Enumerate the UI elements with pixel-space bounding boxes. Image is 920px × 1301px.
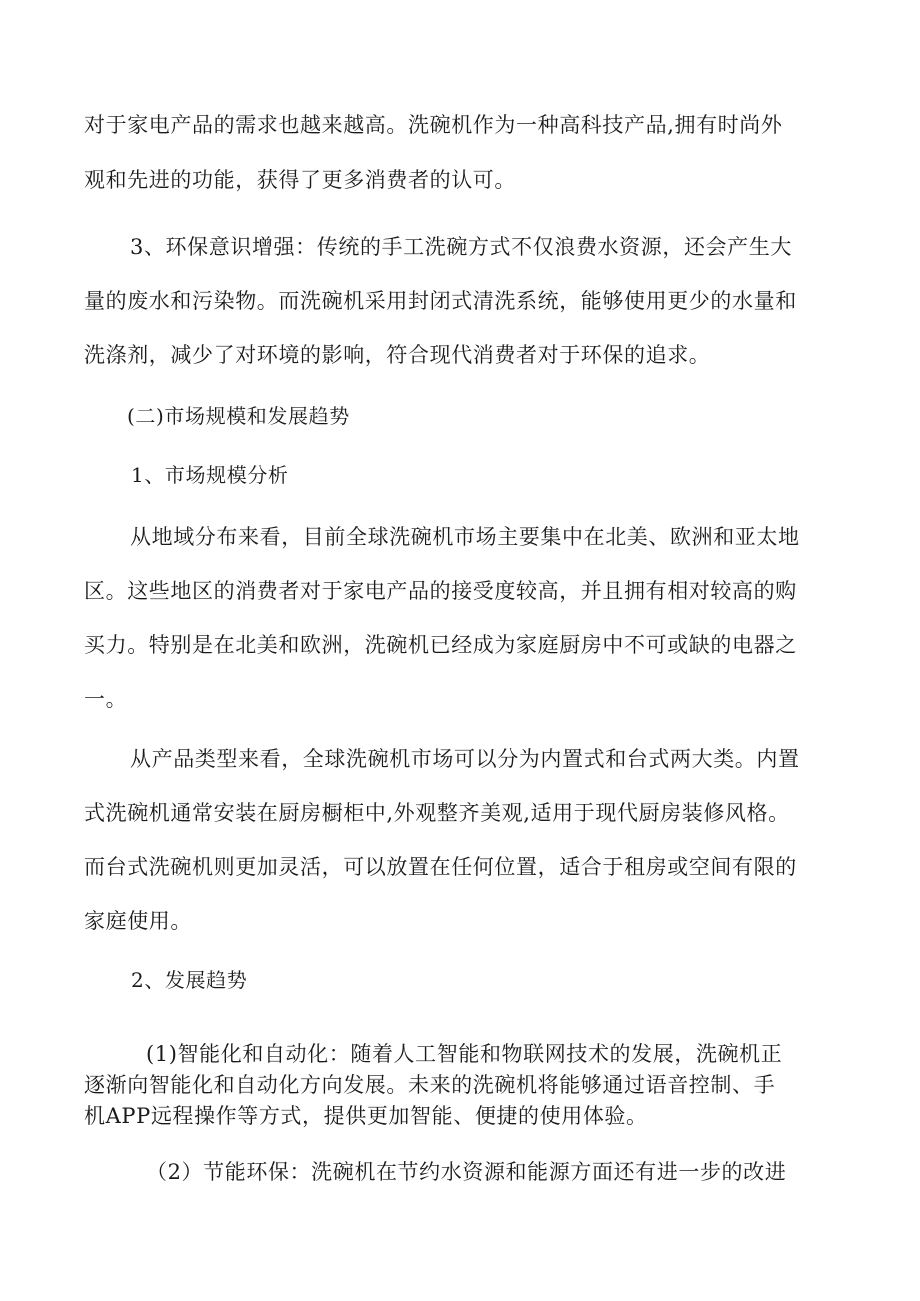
paragraph-line: 从地域分布来看，目前全球洗碗机市场主要集中在北美、欧洲和亚太地 [130,525,800,549]
paragraph-line: 从产品类型来看，全球洗碗机市场可以分为内置式和台式两大类。内置 [130,747,800,771]
paragraph-line: 洗涤剂，减少了对环境的影响，符合现代消费者对于环保的追求。 [84,343,711,367]
paragraph-line: 观和先进的功能，获得了更多消费者的认可。 [84,168,516,192]
paragraph-line: （2）节能环保：洗碗机在节约水资源和能源方面还有进一步的改进 [146,1160,787,1184]
paragraph-line: 而台式洗碗机则更加灵活，可以放置在任何位置，适合于租房或空间有限的 [84,855,797,879]
subsection-heading: 2、发展趋势 [131,968,248,992]
paragraph-line: 对于家电产品的需求也越来越高。洗碗机作为一种高科技产品,拥有时尚外 [84,113,783,137]
paragraph-line: 式洗碗机通常安装在厨房橱柜中,外观整齐美观,适用于现代厨房装修风格。 [84,801,790,825]
subsection-heading: 1、市场规模分析 [131,463,289,487]
paragraph-line: 机APP远程操作等方式，提供更加智能、便捷的使用体验。 [84,1104,648,1128]
paragraph-line: 量的废水和污染物。而洗碗机采用封闭式清洗系统，能够使用更少的水量和 [84,289,797,313]
paragraph-line: 逐渐向智能化和自动化方向发展。未来的洗碗机将能够通过语音控制、手 [84,1073,776,1097]
paragraph-line: 家庭使用。 [84,909,192,933]
paragraph-line: 一。 [84,687,128,711]
paragraph-line: 区。这些地区的消费者对于家电产品的接受度较高，并且拥有相对较高的购 [84,579,797,603]
paragraph-line: (1)智能化和自动化：随着人工智能和物联网技术的发展，洗碗机正 [146,1042,783,1066]
paragraph-line: 买力。特别是在北美和欧洲，洗碗机已经成为家庭厨房中不可或缺的电器之 [84,633,797,657]
section-heading: (二)市场规模和发展趋势 [127,404,350,428]
paragraph-line: 3、环保意识增强：传统的手工洗碗方式不仅浪费水资源，还会产生大 [130,235,792,259]
